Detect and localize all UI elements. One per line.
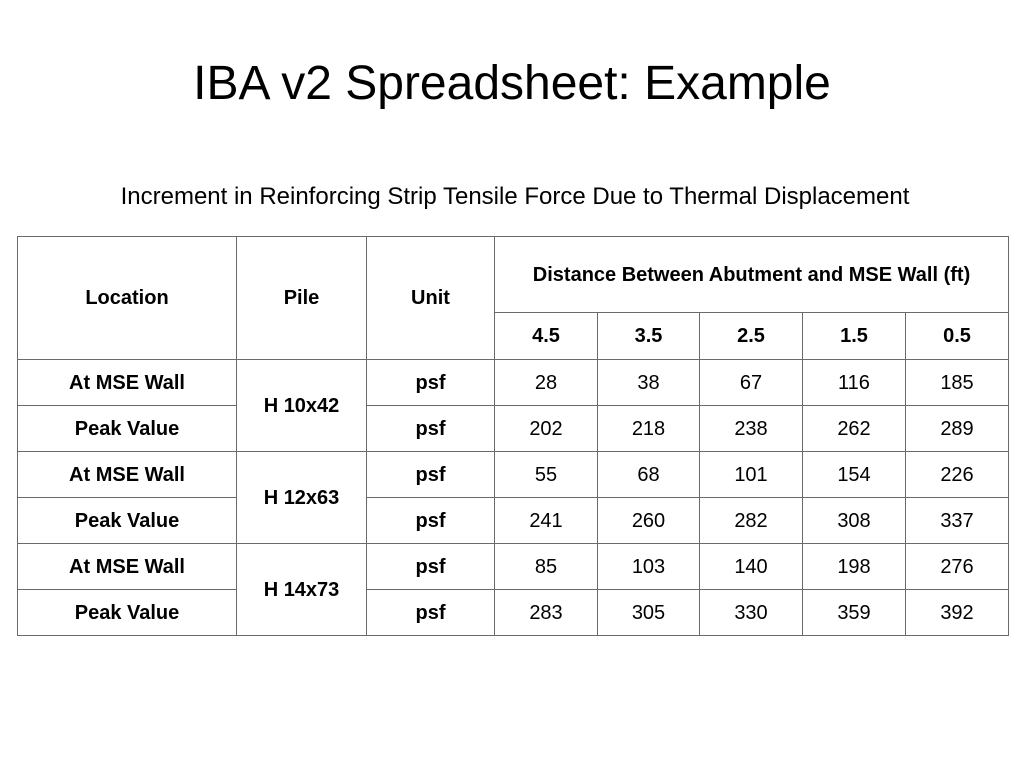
value-cell: 185 <box>906 360 1009 406</box>
value-cell: 262 <box>803 406 906 452</box>
pile-cell: H 10x42 <box>237 360 367 452</box>
value-cell: 282 <box>700 498 803 544</box>
location-cell: At MSE Wall <box>18 452 237 498</box>
unit-cell: psf <box>367 360 495 406</box>
value-cell: 154 <box>803 452 906 498</box>
value-cell: 198 <box>803 544 906 590</box>
value-cell: 38 <box>598 360 700 406</box>
value-cell: 330 <box>700 590 803 636</box>
unit-cell: psf <box>367 544 495 590</box>
pile-cell: H 12x63 <box>237 452 367 544</box>
column-header-distance: 0.5 <box>906 313 1009 360</box>
location-cell: At MSE Wall <box>18 544 237 590</box>
column-header-distance: 2.5 <box>700 313 803 360</box>
table-row <box>18 544 1009 590</box>
location-cell: Peak Value <box>18 590 237 636</box>
value-cell: 101 <box>700 452 803 498</box>
value-cell: 116 <box>803 360 906 406</box>
table-row <box>18 406 1009 452</box>
value-cell: 218 <box>598 406 700 452</box>
location-cell: Peak Value <box>18 498 237 544</box>
value-cell: 305 <box>598 590 700 636</box>
unit-cell: psf <box>367 498 495 544</box>
column-header-distance: 3.5 <box>598 313 700 360</box>
column-header-pile: Pile <box>237 237 367 360</box>
value-cell: 308 <box>803 498 906 544</box>
column-header-distance-group: Distance Between Abutment and MSE Wall (ft) <box>495 237 1009 313</box>
column-header-location: Location <box>18 237 237 360</box>
column-header-distance: 4.5 <box>495 313 598 360</box>
column-header-distance: 1.5 <box>803 313 906 360</box>
value-cell: 260 <box>598 498 700 544</box>
value-cell: 55 <box>495 452 598 498</box>
value-cell: 68 <box>598 452 700 498</box>
column-header-unit: Unit <box>367 237 495 360</box>
value-cell: 359 <box>803 590 906 636</box>
unit-cell: psf <box>367 590 495 636</box>
value-cell: 85 <box>495 544 598 590</box>
value-cell: 241 <box>495 498 598 544</box>
location-cell: Peak Value <box>18 406 237 452</box>
pile-cell: H 14x73 <box>237 544 367 636</box>
value-cell: 289 <box>906 406 1009 452</box>
location-cell: At MSE Wall <box>18 360 237 406</box>
value-cell: 392 <box>906 590 1009 636</box>
value-cell: 283 <box>495 590 598 636</box>
value-cell: 103 <box>598 544 700 590</box>
value-cell: 337 <box>906 498 1009 544</box>
value-cell: 226 <box>906 452 1009 498</box>
value-cell: 67 <box>700 360 803 406</box>
table-row <box>18 360 1009 406</box>
unit-cell: psf <box>367 406 495 452</box>
table-row <box>18 590 1009 636</box>
data-table <box>17 236 1009 636</box>
unit-cell: psf <box>367 452 495 498</box>
slide-title: IBA v2 Spreadsheet: Example <box>193 57 831 110</box>
value-cell: 28 <box>495 360 598 406</box>
value-cell: 276 <box>906 544 1009 590</box>
table-row <box>18 498 1009 544</box>
table-caption: Increment in Reinforcing Strip Tensile Force Due to Thermal Displacement <box>120 183 910 210</box>
value-cell: 238 <box>700 406 803 452</box>
value-cell: 202 <box>495 406 598 452</box>
header-row <box>18 237 1009 313</box>
table-row <box>18 452 1009 498</box>
value-cell: 140 <box>700 544 803 590</box>
